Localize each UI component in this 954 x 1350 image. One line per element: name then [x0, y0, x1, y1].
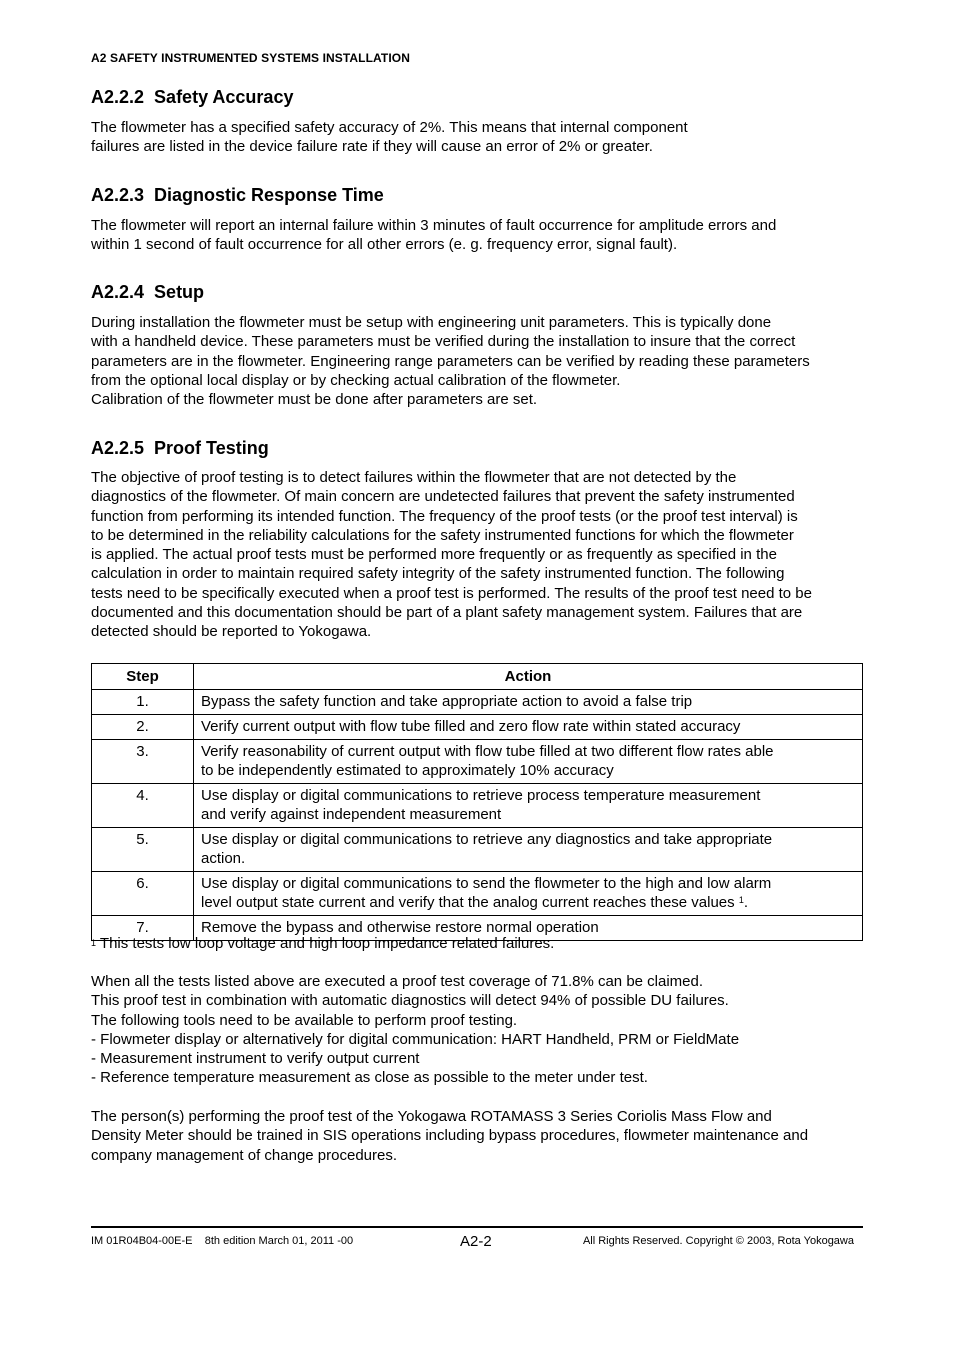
running-head: A2 SAFETY INSTRUMENTED SYSTEMS INSTALLATION [91, 51, 410, 65]
section-number: A2.2.3 [91, 185, 145, 205]
table-header-row [92, 664, 863, 690]
section-title: Setup [154, 282, 205, 302]
table-row [92, 715, 863, 740]
section-title: Proof Testing [154, 438, 269, 458]
step-number: 5. [92, 828, 194, 872]
footnote-reference: 1 [738, 895, 744, 906]
step-number: 6. [92, 872, 194, 916]
section-title: Diagnostic Response Time [154, 185, 384, 205]
footer-edition: 8th edition March 01, 2011 -00 [204, 1235, 354, 1247]
proof-test-coverage-text: When all the tests listed above are executed a proof test coverage of 71.8% can be claimed. This proof test in combination with automatic diagnostics will detect 94% of possible DU failures. The following tools need to be available to perform proof testing. - Flowmeter display or alternatively for digital communication: HART Handheld, PRM or FieldMate - Measurement instrument to verify output current - Reference temperature measurement as close as possible to the meter under test. [91, 973, 740, 1087]
table-row [92, 740, 863, 784]
footnote-mark: 1 [91, 938, 97, 948]
step-action: Remove the bypass and otherwise restore normal operation [194, 916, 863, 941]
step-action: Use display or digital communications to retrieve any diagnostics and take appropriate action. [194, 828, 863, 872]
section-heading-safety-accuracy [91, 87, 293, 108]
step-action-suffix: . [743, 894, 749, 912]
table-row [92, 784, 863, 828]
table-row [92, 690, 863, 715]
step-number: 1. [92, 690, 194, 715]
footer-copyright: All Rights Reserved. Copyright © 2003, Rota Yokogawa [582, 1235, 854, 1247]
column-header-action: Action [194, 664, 863, 690]
section-body-proof-testing: The objective of proof testing is to detect failures within the flowmeter that are not detected by the diagnostics of the flowmeter. Of main concern are undetected failures that prevent the safety instrumented function from performing its intended function. The frequency of the proof tests (or the proof test interval) is to be determined in the reliability calculations for the safety instrumented functions for which the flowmeter is applied. The actual proof tests must be performed more frequently or as frequently as specified in the calculation in order to maintain required safety integrity of the safety instrumented function. The following tests need to be specifically executed when a proof test is performed. The results of the proof test need to be documented and this documentation should be part of a plant safety management system. Failures that are detected should be reported to Yokogawa. [91, 469, 812, 641]
footnote-text: This tests low loop voltage and high loop impedance related failures. [96, 935, 555, 952]
step-action: Bypass the safety function and take appropriate action to avoid a false trip [194, 690, 863, 715]
personnel-requirements-text: The person(s) performing the proof test of the Yokogawa ROTAMASS 3 Series Coriolis Mass Flow and Density Meter should be trained in SIS operations including bypass procedures, flowmeter maintenance and company management of change procedures. [91, 1108, 809, 1164]
table-row [92, 828, 863, 872]
section-number: A2.2.5 [91, 438, 145, 458]
page-number: A2-2 [460, 1233, 492, 1250]
table-row [92, 872, 863, 916]
section-heading-diagnostic-response-time [91, 185, 384, 206]
section-number: A2.2.4 [91, 282, 145, 302]
proof-test-steps-table [91, 663, 863, 941]
section-body-diagnostic-response-time: The flowmeter will report an internal failure within 3 minutes of fault occurrence for amplitude errors and within 1 second of fault occurrence for all other errors (e. g. frequency error, signal fault). [91, 217, 777, 254]
section-title: Safety Accuracy [154, 87, 294, 107]
footer-divider [91, 1226, 863, 1228]
step-number: 7. [92, 916, 194, 941]
step-number: 3. [92, 740, 194, 784]
footer-doc-id: IM 01R04B04-00E-E [91, 1235, 193, 1247]
section-heading-proof-testing [91, 438, 269, 459]
section-heading-setup [91, 282, 204, 303]
column-header-step: Step [92, 664, 194, 690]
footer-doc-info [91, 1235, 353, 1247]
step-number: 4. [92, 784, 194, 828]
section-body-safety-accuracy: The flowmeter has a specified safety accuracy of 2%. This means that internal component failures are listed in the device failure rate if they will cause an error of 2% or greater. [91, 119, 688, 156]
step-action-with-footnote [194, 872, 863, 916]
step-action: Use display or digital communications to retrieve process temperature measurement and verify against independent measurement [194, 784, 863, 828]
section-body-setup: During installation the flowmeter must be setup with engineering unit parameters. This is typically done with a handheld device. These parameters must be verified during the installation to insure that the correct parameters are in the flowmeter. Engineering range parameters can be verified by reading these parameters from the optional local display or by checking actual calibration of the flowmeter. Calibration of the flowmeter must be done after parameters are set. [91, 314, 810, 409]
step-action: Verify reasonability of current output with flow tube filled at two different flow rates able to be independently estimated to approximately 10% accuracy [194, 740, 863, 784]
step-action: Verify current output with flow tube filled and zero flow rate within stated accuracy [194, 715, 863, 740]
table-footnote [91, 935, 554, 953]
step-action: Use display or digital communications to send the flowmeter to the high and low alarm level output state current and verify that the analog current reaches these values [201, 875, 772, 912]
section-number: A2.2.2 [91, 87, 145, 107]
step-number: 2. [92, 715, 194, 740]
